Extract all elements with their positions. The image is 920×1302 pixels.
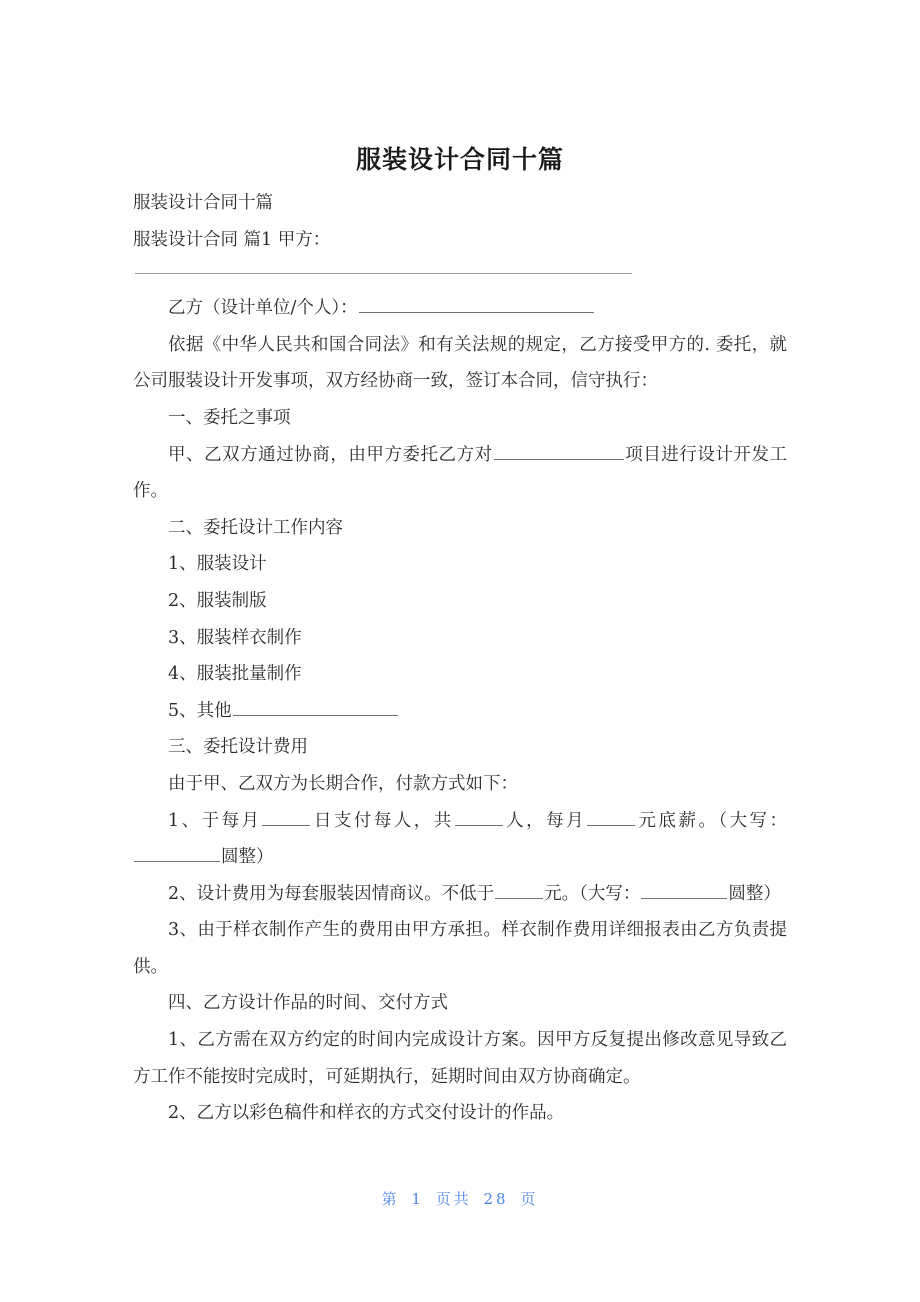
fee1-amount-words-fill [134, 844, 220, 862]
fee2-words-fill [641, 881, 727, 899]
heading-four: 四、乙方设计作品的时间、交付方式 [168, 993, 448, 1014]
list-item-2: 2、服装制版 [168, 590, 267, 611]
footer-suffix: 页 [520, 1190, 539, 1208]
heading-two: 二、委托设计工作内容 [168, 517, 343, 538]
party-b-label: 乙方（设计单位/个人）： [168, 298, 358, 319]
fee1-part-c: 人，每月 [503, 810, 587, 831]
legal-basis-paragraph: 依据《中华人民共和国合同法》和有关法规的规定，乙方接受甲方的. 委托，就公司服装设计开发事项，双方经协商一致，签订本合同，信守执行： [133, 334, 787, 392]
fee1-day-fill [262, 808, 310, 826]
list-item-3: 3、服装样衣制作 [168, 627, 302, 648]
fee2-min-fill [495, 881, 543, 899]
party-a-fill-rule [135, 273, 632, 274]
footer-middle: 页共 [435, 1190, 472, 1208]
heading-one-body [133, 437, 787, 510]
fee1-part-d: 元底薪。（大写： [636, 810, 788, 831]
fee1-headcount-fill [455, 808, 503, 826]
list-item-5 [133, 693, 787, 730]
fee-item-2 [133, 876, 787, 913]
page-footer [0, 1188, 920, 1209]
footer-total-pages: 28 [483, 1190, 509, 1208]
party-b-fill [359, 295, 594, 313]
list-item-1: 1、服装设计 [168, 554, 267, 575]
h1-body-pre: 甲、乙双方通过协商，由甲方委托乙方对 [168, 444, 493, 465]
delivery-item-2: 2、乙方以彩色稿件和样衣的方式交付设计的作品。 [168, 1103, 565, 1124]
footer-prefix: 第 [381, 1190, 400, 1208]
heading-repeat-line: 服装设计合同十篇 [133, 193, 273, 213]
list-item-4: 4、服装批量制作 [168, 664, 302, 685]
delivery-item-1: 1、乙方需在双方约定的时间内完成设计方案。因甲方反复提出修改意见导致乙方工作不能按时完成时，可延期执行，延期时间由双方协商确定。 [133, 1030, 787, 1087]
heading-three-intro: 由于甲、乙双方为长期合作，付款方式如下： [168, 773, 518, 794]
section-label-line: 服装设计合同 篇1 甲方： [133, 229, 331, 250]
document-body [133, 185, 787, 1132]
footer-current-page: 1 [411, 1190, 424, 1208]
fee1-part-e: 圆整） [221, 847, 274, 868]
fee2-part-c: 圆整） [728, 883, 781, 904]
list-item-5-label: 5、其他 [168, 700, 232, 721]
heading-one: 一、委托之事项 [168, 407, 291, 428]
fee-item-1 [133, 803, 787, 876]
fee1-part-a: 1、于每月 [168, 810, 262, 831]
page-title: 服装设计合同十篇 [355, 145, 564, 174]
project-name-fill [494, 442, 624, 460]
fee-item-3: 3、由于样衣制作产生的费用由甲方承担。样衣制作费用详细报表由乙方负责提供。 [133, 920, 787, 977]
fee1-part-b: 日支付每人，共 [311, 810, 454, 831]
party-b-line [133, 290, 787, 327]
h1-body-post: 项目进行设计开发工作。 [133, 444, 788, 502]
fee2-part-a: 2、设计费用为每套服装因情商议。不低于 [168, 883, 495, 904]
heading-three: 三、委托设计费用 [168, 737, 308, 758]
other-fill [233, 698, 398, 716]
fee2-part-b: 元。（大写： [544, 883, 641, 904]
fee1-amount-fill [587, 808, 635, 826]
